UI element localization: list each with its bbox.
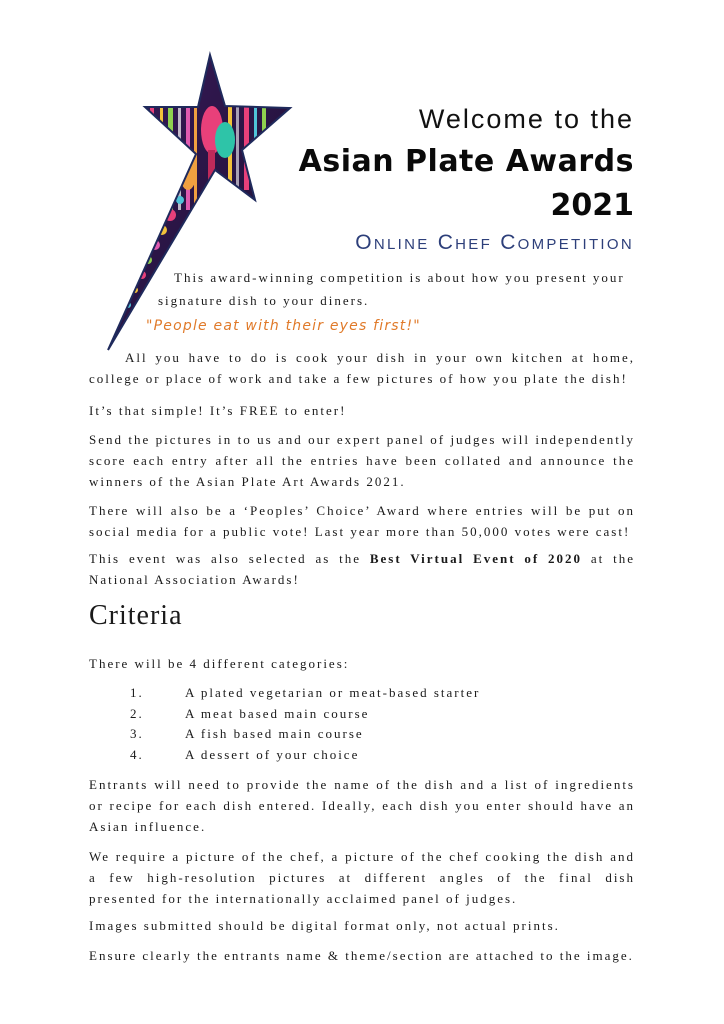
welcome-heading: Welcome to the: [418, 104, 634, 134]
list-item: [120, 724, 480, 745]
paragraph-award-note: [89, 548, 635, 590]
award-note-end: at the National Association Awards!: [89, 551, 635, 587]
intro-line-2: signature dish to your diners.: [158, 293, 370, 308]
list-item: [120, 704, 480, 725]
page-subtitle: Online Chef Competition: [355, 231, 634, 254]
page-title: Asian Plate Awards: [298, 144, 634, 179]
list-item: [120, 745, 480, 766]
intro-line-1: This award-winning competition is about how you present your: [174, 270, 625, 285]
award-note-start: This event was also selected as the: [89, 551, 370, 566]
category-list: [120, 683, 480, 765]
list-number: 2.: [130, 705, 144, 721]
intro-text: [158, 266, 636, 312]
categories-lead: There will be 4 different categories:: [89, 656, 350, 671]
award-note-bold: Best Virtual Event of 2020: [369, 551, 583, 566]
paragraph-free-entry: It’s that simple! It’s FREE to enter!: [89, 403, 347, 418]
paragraph-entry-requirements: Entrants will need to provide the name of the dish and a list of ingredients or recipe for each dish entered. Ideally, each dish you enter should have an Asian influence.: [89, 777, 635, 834]
list-item: [120, 683, 480, 704]
list-text: A meat based main course: [185, 705, 370, 721]
list-number: 1.: [130, 685, 144, 700]
page-title-year: 2021: [550, 188, 634, 223]
criteria-heading: Criteria: [89, 600, 183, 631]
tagline-quote: "People eat with their eyes first!": [146, 318, 421, 334]
list-number: 4.: [130, 746, 144, 762]
paragraph-how-to-enter: All you have to do is cook your dish in your own kitchen at home, college or place of work and take a few pictures of how you plate the dish!: [89, 350, 635, 386]
list-number: 3.: [130, 726, 144, 741]
paragraph-picture-requirements: We require a picture of the chef, a picture of the chef cooking the dish and a few high-resolution pictures at different angles of the final dish presented for the internationally acclaimed panel of judges.: [89, 849, 635, 906]
paragraph-digital-format: Images submitted should be digital format only, not actual prints.: [89, 918, 560, 933]
list-text: A fish based main course: [185, 726, 364, 741]
list-text: A plated vegetarian or meat-based starter: [185, 685, 481, 700]
paragraph-peoples-choice: There will also be a ‘Peoples’ Choice’ Award where entries will be put on social media for a public vote! Last year more than 50,000 votes were cast!: [89, 503, 635, 539]
list-text: A dessert of your choice: [185, 746, 360, 762]
paragraph-judging: Send the pictures in to us and our expert panel of judges will independently score each entry after all the entries have been collated and announce the winners of the Asian Plate Art Awards 2021.: [89, 432, 635, 489]
paragraph-labeling: Ensure clearly the entrants name & theme/section are attached to the image.: [89, 948, 634, 963]
